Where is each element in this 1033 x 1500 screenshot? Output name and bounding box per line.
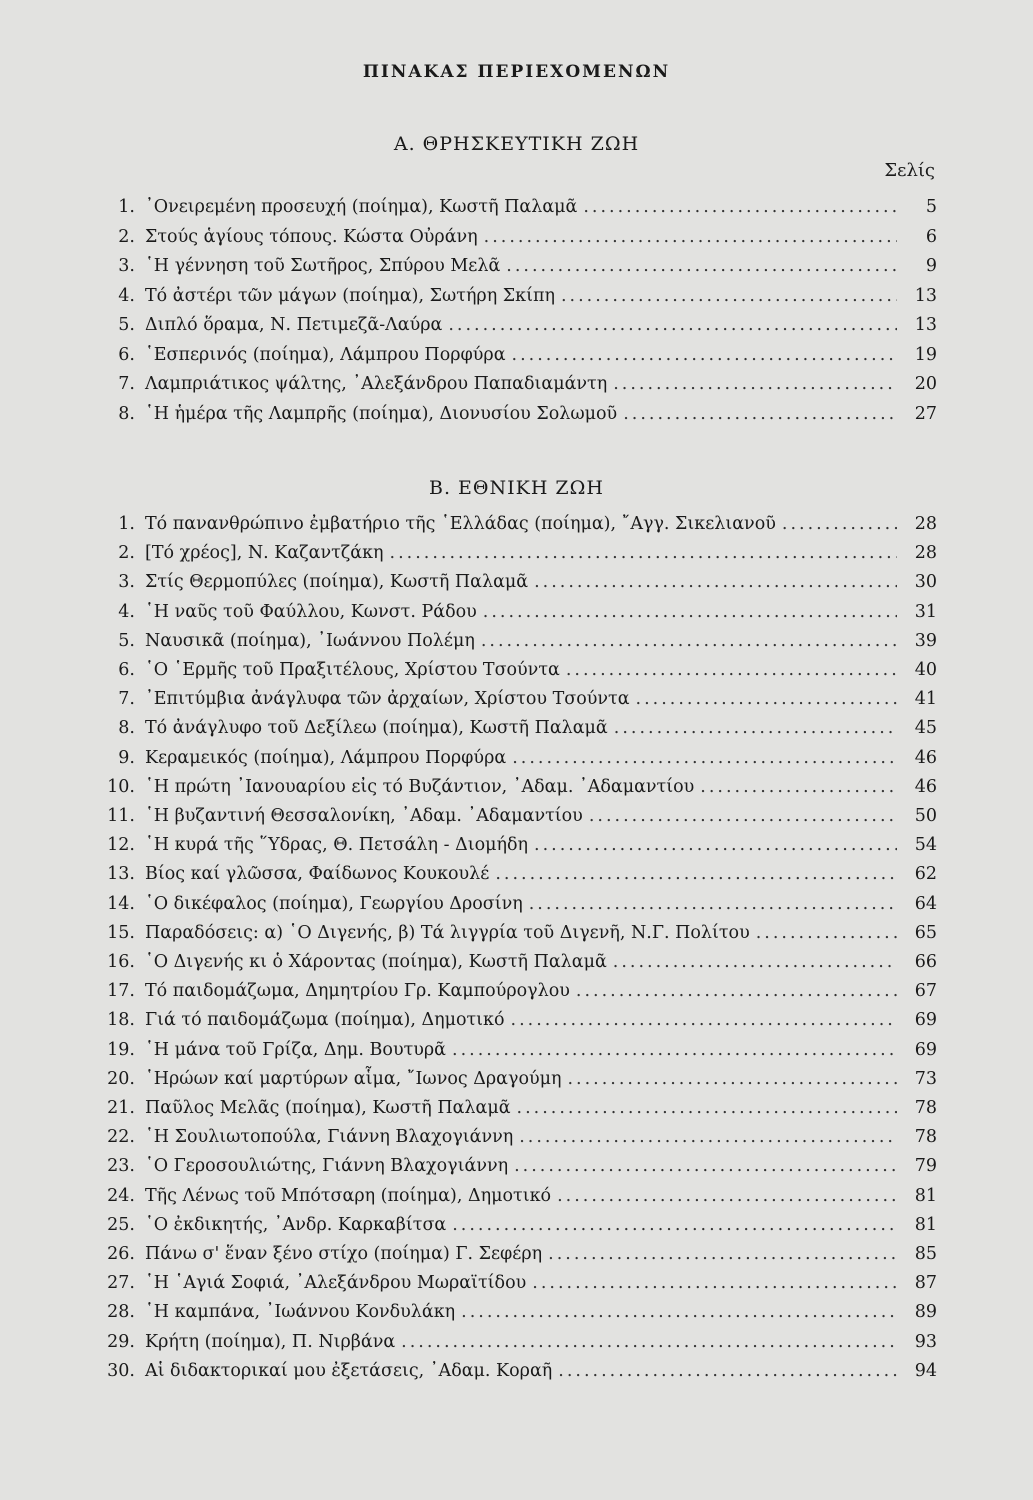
toc-entry — [95, 660, 937, 687]
page-title: ΠΙΝΑΚΑΣ ΠΕΡΙΕΧΟΜΕΝΩΝ — [362, 62, 671, 82]
entry-page-number: 65 — [914, 922, 937, 943]
dot-leader — [700, 777, 897, 797]
entry-page-number: 73 — [914, 1068, 937, 1089]
toc-entry — [95, 256, 937, 283]
entry-title: ᾿Επιτύμβια ἀνάγλυφα τῶν ἀρχαίων, Χρίστου Τσούντα — [145, 689, 630, 710]
dot-leader — [589, 806, 897, 826]
entry-number: 13. — [107, 864, 135, 885]
entry-page-number: 30 — [914, 572, 937, 593]
toc-entry — [95, 1127, 937, 1154]
entry-number: 19. — [107, 1039, 135, 1060]
entry-page-number: 69 — [914, 1010, 937, 1031]
dot-leader — [756, 923, 897, 943]
entry-number: 29. — [107, 1331, 135, 1352]
entry-title: Ναυσικᾶ (ποίημα), ᾿Ιωάννου Πολέμη — [145, 630, 475, 651]
entry-page-number: 31 — [914, 601, 937, 622]
entry-page-number: 50 — [914, 806, 937, 826]
toc-entry — [95, 1010, 937, 1037]
toc-entry — [95, 689, 937, 716]
entry-page-number: 28 — [914, 543, 937, 564]
entry-title: ῾Ο ῾Ερμῆς τοῦ Πραξιτέλους, Χρίστου Τσούντα — [145, 660, 560, 680]
entry-number: 5. — [118, 315, 135, 335]
toc-entry — [95, 602, 937, 629]
entry-number: 9. — [118, 747, 135, 768]
entry-number: 20. — [107, 1068, 135, 1089]
section-title-national: Β. ΕΘΝΙΚΗ ΖΩΗ — [429, 477, 604, 499]
toc-entry — [95, 1332, 937, 1359]
toc-entry — [95, 374, 937, 401]
entry-page-number: 93 — [914, 1331, 937, 1352]
toc-entry — [95, 1361, 937, 1388]
entry-title: Αἱ διδακτορικαί μου ἐξετάσεις, ᾿Αδαμ. Κοραῆ — [145, 1360, 553, 1381]
entry-title: Λαμπριάτικος ψάλτης, ᾿Αλεξάνδρου Παπαδιαμάντη — [145, 374, 608, 394]
entry-number: 2. — [118, 543, 135, 564]
entry-number: 6. — [118, 344, 135, 365]
toc-entry — [95, 1186, 937, 1213]
dot-leader — [495, 864, 897, 884]
entry-title: ῾Η πρώτη ᾿Ιανουαρίου εἰς τό Βυζάντιον, ᾿Αδαμ. ᾿Αδαμαντίου — [145, 776, 695, 797]
entry-number: 1. — [118, 514, 135, 534]
entry-title: ῾Η κυρά τῆς ῞Υδρας, Θ. Πετσάλη - Διομήδη — [145, 835, 528, 856]
dot-leader — [613, 952, 897, 972]
entry-page-number: 46 — [914, 776, 937, 797]
toc-entry — [95, 227, 937, 254]
entry-number: 12. — [107, 835, 135, 856]
entry-title: ῾Ο Γεροσουλιώτης, Γιάννη Βλαχογιάννη — [145, 1156, 509, 1177]
entry-page-number: 81 — [914, 1214, 937, 1235]
toc-entry — [95, 1156, 937, 1183]
entry-page-number: 45 — [914, 718, 937, 739]
entry-page-number: 67 — [914, 981, 937, 1002]
entry-title: Παραδόσεις: α) ῾Ο Διγενής, β) Τά λιγγρία τοῦ Διγενῆ, Ν.Γ. Πολίτου — [145, 922, 750, 943]
entry-title: Διπλό ὅραμα, Ν. Πετιμεζᾶ-Λαύρα — [145, 315, 443, 335]
entry-number: 14. — [107, 893, 135, 914]
toc-entry — [95, 1098, 937, 1125]
dot-leader — [401, 1332, 897, 1352]
entry-page-number: 62 — [914, 864, 937, 885]
dot-leader — [557, 1186, 897, 1206]
dot-leader — [623, 404, 897, 424]
entry-page-number: 20 — [914, 374, 937, 394]
entry-title: Στούς ἁγίους τόπους. Κώστα Οὐράνη — [145, 226, 478, 247]
entry-page-number: 13 — [914, 315, 937, 335]
entry-title: Τό ἀνάγλυφο τοῦ Δεξίλεω (ποίημα), Κωστῆ Παλαμᾶ — [145, 718, 608, 739]
toc-entry — [95, 404, 937, 431]
toc-entry — [95, 543, 937, 570]
toc-entry — [95, 777, 937, 804]
dot-leader — [613, 374, 897, 394]
entry-number: 8. — [118, 403, 135, 424]
dot-leader — [576, 981, 897, 1001]
dot-leader — [461, 1302, 897, 1322]
entry-page-number: 39 — [914, 630, 937, 651]
entry-page-number: 89 — [914, 1302, 937, 1323]
entry-title: Πάνω σ' ἕναν ξένο στίχο (ποίημα) Γ. Σεφέρη — [145, 1244, 543, 1264]
dot-leader — [506, 256, 897, 276]
entry-title: ῾Η καμπάνα, ᾿Ιωάννου Κονδυλάκη — [145, 1302, 456, 1323]
dot-leader — [452, 1040, 897, 1060]
entry-number: 22. — [107, 1127, 135, 1148]
entry-page-number: 78 — [914, 1098, 937, 1118]
toc-entry — [95, 835, 937, 862]
dot-leader — [548, 1244, 897, 1264]
entry-number: 23. — [107, 1156, 135, 1177]
entry-number: 10. — [107, 776, 135, 797]
entry-page-number: 40 — [914, 660, 937, 680]
toc-entry — [95, 286, 937, 313]
entry-number: 7. — [118, 689, 135, 710]
entry-title: ᾿Ονειρεμένη προσευχή (ποίημα), Κωστῆ Παλαμᾶ — [145, 197, 578, 217]
toc-entry — [95, 514, 937, 541]
dot-leader — [561, 286, 897, 306]
toc-entry — [95, 923, 937, 950]
entry-page-number: 28 — [914, 514, 937, 534]
entry-page-number: 81 — [914, 1185, 937, 1206]
entry-number: 1. — [118, 197, 135, 217]
dot-leader — [512, 748, 897, 768]
page-column-header: Σελίς — [884, 160, 935, 181]
toc-entry — [95, 806, 937, 833]
entry-page-number: 27 — [914, 403, 937, 424]
entry-page-number: 9 — [925, 256, 937, 276]
toc-entry — [95, 345, 937, 372]
dot-leader — [512, 345, 897, 365]
entry-title: ῾Ο ἐκδικητής, ᾿Ανδρ. Καρκαβίτσα — [145, 1214, 447, 1235]
toc-entry — [95, 1215, 937, 1242]
entry-number: 3. — [118, 572, 135, 593]
toc-entry — [95, 1069, 937, 1096]
entry-title: Τό παιδομάζωμα, Δημητρίου Γρ. Καμπούρογλου — [145, 981, 570, 1002]
entry-title: Στίς Θερμοπύλες (ποίημα), Κωστῆ Παλαμᾶ — [145, 572, 529, 593]
entry-number: 5. — [118, 630, 135, 651]
entry-title: ῾Ο δικέφαλος (ποίημα), Γεωργίου Δροσίνη — [145, 893, 523, 914]
entry-page-number: 85 — [914, 1244, 937, 1264]
dot-leader — [534, 835, 897, 855]
entry-number: 27. — [107, 1273, 135, 1294]
entry-number: 3. — [118, 256, 135, 276]
entry-title: Τό ἀστέρι τῶν μάγων (ποίημα), Σωτήρη Σκίπη — [145, 285, 555, 306]
entry-title: Κεραμεικός (ποίημα), Λάμπρου Πορφύρα — [145, 747, 507, 768]
dot-leader — [448, 315, 897, 335]
entry-page-number: 79 — [914, 1156, 937, 1177]
entry-number: 11. — [107, 806, 135, 826]
dot-leader — [558, 1361, 897, 1381]
entry-page-number: 19 — [914, 344, 937, 365]
section-title-religious: Α. ΘΡΗΣΚΕΥΤΙΚΗ ΖΩΗ — [393, 133, 640, 155]
entry-page-number: 87 — [914, 1273, 937, 1294]
entry-number: 30. — [107, 1360, 135, 1381]
entry-page-number: 13 — [914, 285, 937, 306]
entry-number: 24. — [107, 1185, 135, 1206]
dot-leader — [534, 572, 897, 592]
toc-entry — [95, 1273, 937, 1300]
dot-leader — [614, 718, 897, 738]
dot-leader — [514, 1156, 897, 1176]
entry-title: Τό πανανθρώπινο ἐμβατήριο τῆς ῾Ελλάδας (ποίημα), ῎Αγγ. Σικελιανοῦ — [145, 514, 776, 534]
entry-number: 2. — [118, 226, 135, 247]
toc-entry — [95, 197, 937, 224]
dot-leader — [484, 227, 897, 247]
entry-title: ῾Η Σουλιωτοπούλα, Γιάννη Βλαχογιάννη — [145, 1127, 514, 1148]
toc-entry — [95, 572, 937, 599]
entry-number: 26. — [107, 1244, 135, 1264]
dot-leader — [782, 514, 897, 534]
toc-entry — [95, 718, 937, 745]
entry-page-number: 41 — [914, 689, 937, 710]
toc-entry — [95, 981, 937, 1008]
dot-leader — [636, 689, 897, 709]
entry-title: Κρήτη (ποίημα), Π. Νιρβάνα — [145, 1331, 396, 1352]
entry-number: 25. — [107, 1214, 135, 1235]
entry-number: 16. — [107, 952, 135, 972]
entry-number: 6. — [118, 660, 135, 680]
dot-leader — [390, 543, 897, 563]
entry-title: Βίος καί γλῶσσα, Φαίδωνος Κουκουλέ — [145, 864, 490, 885]
dot-leader — [517, 1098, 897, 1118]
entry-number: 15. — [107, 922, 135, 943]
entry-page-number: 69 — [914, 1039, 937, 1060]
entry-title: Παῦλος Μελᾶς (ποίημα), Κωστῆ Παλαμᾶ — [145, 1098, 511, 1118]
toc-entry — [95, 952, 937, 979]
entry-title: Γιά τό παιδομάζωμα (ποίημα), Δημοτικό — [145, 1010, 505, 1031]
entry-title: ῾Η μάνα τοῦ Γρίζα, Δημ. Βουτυρᾶ — [145, 1039, 447, 1060]
toc-entry — [95, 864, 937, 891]
entry-number: 17. — [107, 981, 135, 1002]
entry-title: ῾Ηρώων καί μαρτύρων αἷμα, ῎Ιωνος Δραγούμη — [145, 1068, 562, 1089]
entry-title: [Τό χρέος], Ν. Καζαντζάκη — [145, 543, 384, 564]
dot-leader — [529, 894, 897, 914]
dot-leader — [452, 1215, 897, 1235]
entry-title: ῾Η ῾Αγιά Σοφιά, ᾿Αλεξάνδρου Μωραϊτίδου — [145, 1273, 527, 1294]
dot-leader — [519, 1127, 897, 1147]
entry-title: Τῆς Λένως τοῦ Μπότσαρη (ποίημα), Δημοτικό — [145, 1185, 552, 1206]
entry-title: ῾Η ἡμέρα τῆς Λαμπρῆς (ποίημα), Διονυσίου Σολωμοῦ — [145, 403, 618, 424]
dot-leader — [511, 1010, 897, 1030]
entry-page-number: 94 — [914, 1360, 937, 1381]
entry-number: 18. — [107, 1010, 135, 1031]
entry-title: ῾Η γέννηση τοῦ Σωτῆρος, Σπύρου Μελᾶ — [145, 256, 501, 276]
toc-entry — [95, 315, 937, 342]
toc-entry — [95, 748, 937, 775]
entry-title: ῾Η βυζαντινή Θεσσαλονίκη, ᾿Αδαμ. ᾿Αδαμαντίου — [145, 806, 583, 826]
entry-number: 4. — [118, 285, 135, 306]
entry-number: 8. — [118, 718, 135, 739]
entry-number: 21. — [107, 1098, 135, 1118]
toc-entry — [95, 631, 937, 658]
dot-leader — [483, 602, 897, 622]
toc-entry — [95, 1244, 937, 1271]
entry-title: ῾Ο Διγενής κι ὁ Χάροντας (ποίημα), Κωστῆ Παλαμᾶ — [145, 952, 607, 972]
toc-entry — [95, 894, 937, 921]
entry-page-number: 54 — [914, 835, 937, 856]
entry-page-number: 66 — [914, 952, 937, 972]
entry-title: ῾Εσπερινός (ποίημα), Λάμπρου Πορφύρα — [145, 344, 506, 365]
entry-number: 4. — [118, 601, 135, 622]
dot-leader — [583, 197, 897, 217]
entry-page-number: 46 — [914, 747, 937, 768]
dot-leader — [566, 660, 897, 680]
dot-leader — [532, 1273, 897, 1293]
entry-page-number: 78 — [914, 1127, 937, 1148]
entry-number: 28. — [107, 1302, 135, 1323]
entry-page-number: 64 — [914, 893, 937, 914]
entry-number: 7. — [118, 374, 135, 394]
toc-entry — [95, 1302, 937, 1329]
dot-leader — [567, 1069, 897, 1089]
dot-leader — [481, 631, 897, 651]
entry-title: ῾Η ναῦς τοῦ Φαύλλου, Κωνστ. Ράδου — [145, 601, 477, 622]
entry-page-number: 6 — [925, 226, 937, 247]
toc-entry — [95, 1040, 937, 1067]
entry-page-number: 5 — [925, 197, 937, 217]
